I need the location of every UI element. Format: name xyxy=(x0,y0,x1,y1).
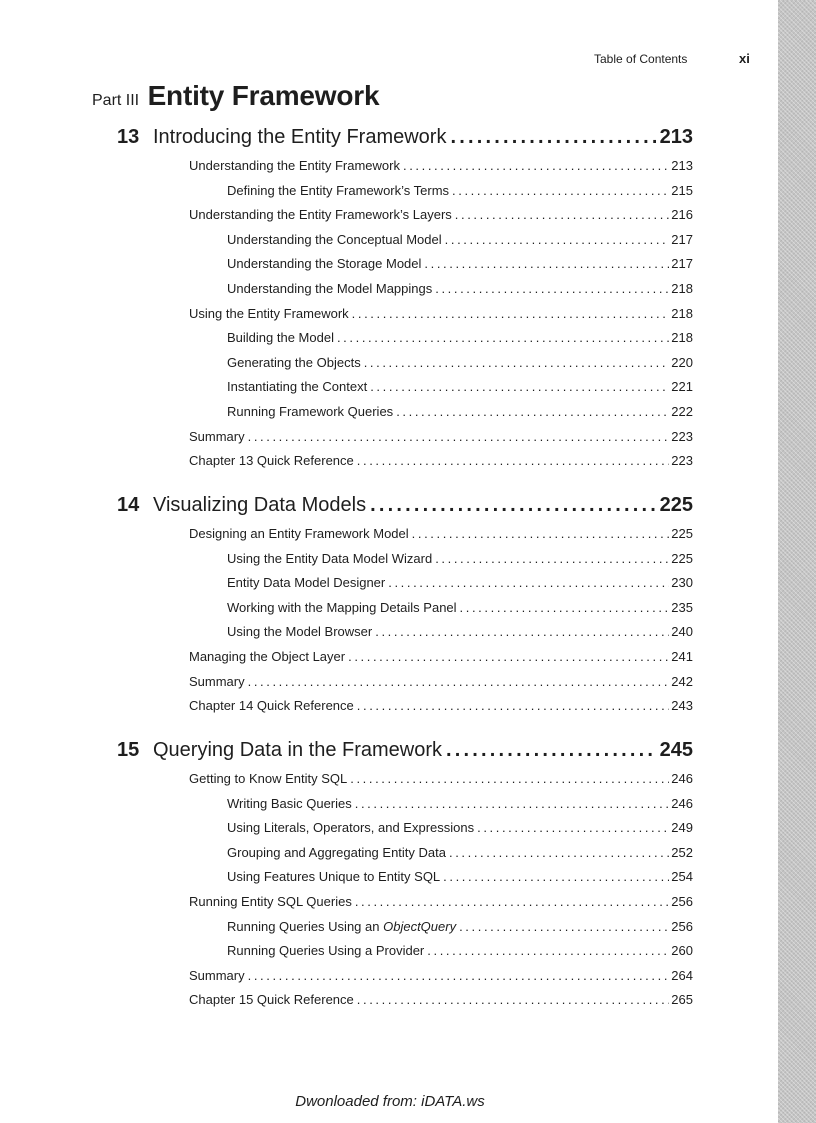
dot-leader xyxy=(443,869,669,884)
dot-leader xyxy=(396,404,669,419)
entry-page-number: 216 xyxy=(671,207,693,223)
dot-leader xyxy=(375,624,669,639)
dot-leader xyxy=(435,281,669,296)
entry-title: Summary xyxy=(189,967,245,983)
entry-page-number: 225 xyxy=(671,550,693,566)
dot-leader xyxy=(446,739,656,762)
dot-leader xyxy=(445,232,670,247)
running-head-page-number: xi xyxy=(739,51,750,66)
dot-leader xyxy=(357,992,670,1007)
chapter-title: Introducing the Entity Framework xyxy=(153,126,447,148)
dot-leader xyxy=(450,126,655,149)
entry-title: Grouping and Aggregating Entity Data xyxy=(227,844,446,860)
chapter-heading[interactable] xyxy=(117,494,693,520)
toc-entry[interactable] xyxy=(189,771,693,789)
toc-entry[interactable] xyxy=(189,698,693,716)
chapter-page-number: 225 xyxy=(659,494,693,516)
entry-title: Using the Model Browser xyxy=(227,624,373,640)
entry-page-number: 225 xyxy=(671,526,693,541)
dot-leader xyxy=(248,968,670,983)
entry-title: Generating the Objects xyxy=(227,354,361,370)
dot-leader xyxy=(452,183,669,198)
entry-title: Defining the Entity Framework’s Terms xyxy=(227,182,450,198)
toc-entry[interactable] xyxy=(227,379,693,397)
toc-entry[interactable] xyxy=(227,943,693,961)
entry-title: Working with the Mapping Details Panel xyxy=(227,599,457,615)
entry-page-number: 235 xyxy=(671,599,693,615)
entry-page-number: 265 xyxy=(671,992,693,1008)
toc-entry[interactable] xyxy=(189,526,693,544)
dot-leader xyxy=(427,943,669,958)
dot-leader xyxy=(364,355,670,370)
entry-page-number: 220 xyxy=(671,354,693,370)
entry-title: Running Queries Using an xyxy=(227,918,380,934)
dot-leader xyxy=(248,429,670,444)
toc-entry[interactable] xyxy=(227,355,693,373)
toc-entry[interactable] xyxy=(227,256,693,274)
entry-page-number: 223 xyxy=(671,453,693,469)
entry-title: Writing Basic Queries xyxy=(227,795,352,811)
toc-entry[interactable] xyxy=(227,575,693,593)
dot-leader xyxy=(477,820,669,835)
entry-title: Understanding the Conceptual Model xyxy=(227,231,442,247)
chapter-page-number: 213 xyxy=(659,126,693,148)
entry-page-number: 218 xyxy=(671,305,693,321)
part-label: Part III xyxy=(92,92,140,109)
dot-leader xyxy=(355,796,670,811)
toc-entry[interactable] xyxy=(227,600,693,618)
dot-leader xyxy=(449,845,669,860)
toc-entry[interactable] xyxy=(189,429,693,447)
chapter-number: 13 xyxy=(117,126,140,148)
part-heading xyxy=(92,80,379,116)
chapter-title: Querying Data in the Framework xyxy=(153,739,443,761)
dot-leader xyxy=(357,698,670,713)
toc-entry[interactable] xyxy=(189,306,693,324)
entry-title: Using Features Unique to Entity SQL xyxy=(227,869,441,885)
dot-leader xyxy=(355,894,669,909)
dot-leader xyxy=(248,674,670,689)
toc-entry[interactable] xyxy=(227,232,693,250)
chapter-title: Visualizing Data Models xyxy=(153,494,367,516)
toc-entry[interactable] xyxy=(189,207,693,225)
entry-page-number: 249 xyxy=(671,820,693,836)
entry-title: Understanding the Storage Model xyxy=(227,256,422,272)
dot-leader xyxy=(403,158,669,173)
entry-title: Chapter 13 Quick Reference xyxy=(189,453,354,469)
entry-page-number: 246 xyxy=(671,795,693,811)
dot-leader xyxy=(337,330,669,345)
toc-entry[interactable] xyxy=(227,404,693,422)
dot-leader xyxy=(459,919,669,934)
entry-page-number: 256 xyxy=(671,894,693,909)
entry-page-number: 254 xyxy=(671,869,693,885)
chapter-heading[interactable] xyxy=(117,126,693,152)
toc-entry[interactable] xyxy=(227,330,693,348)
toc-entry[interactable] xyxy=(227,869,693,887)
entry-page-number: 241 xyxy=(671,649,693,664)
dot-leader xyxy=(352,306,670,321)
running-head xyxy=(0,52,816,68)
entry-page-number: 218 xyxy=(671,330,693,346)
toc-entry[interactable] xyxy=(227,281,693,299)
dot-leader xyxy=(370,379,669,394)
entry-title-italic: ObjectQuery xyxy=(383,918,457,934)
part-title: Entity Framework xyxy=(147,80,380,111)
toc-entry[interactable] xyxy=(189,453,693,471)
entry-page-number: 215 xyxy=(671,182,693,198)
entry-title: Entity Data Model Designer xyxy=(227,575,386,591)
entry-page-number: 242 xyxy=(671,673,693,689)
entry-page-number: 221 xyxy=(671,379,693,395)
toc-entry[interactable] xyxy=(227,820,693,838)
entry-page-number: 240 xyxy=(671,624,693,640)
toc-entry[interactable] xyxy=(189,158,693,176)
toc-entry[interactable] xyxy=(189,894,693,912)
toc-entry[interactable] xyxy=(227,845,693,863)
toc-entry[interactable] xyxy=(189,968,693,986)
dot-leader xyxy=(370,494,656,517)
entry-title: Building the Model xyxy=(227,330,334,346)
entry-page-number: 264 xyxy=(671,967,693,983)
entry-page-number: 218 xyxy=(671,281,693,296)
toc-entry[interactable] xyxy=(189,649,693,667)
entry-page-number: 222 xyxy=(671,404,693,419)
entry-title: Understanding the Entity Framework xyxy=(189,158,400,173)
entry-page-number: 217 xyxy=(671,231,693,247)
entry-page-number: 217 xyxy=(671,256,693,272)
entry-title: Using the Entity Framework xyxy=(189,305,349,321)
download-footer: Dwonloaded from: iDATA.ws xyxy=(295,1093,485,1110)
entry-title: Understanding the Model Mappings xyxy=(227,281,433,296)
chapter-number: 15 xyxy=(117,739,140,761)
entry-page-number: 223 xyxy=(671,428,693,444)
dot-leader xyxy=(350,771,669,786)
dot-leader xyxy=(460,600,670,615)
entry-title: Running Queries Using a Provider xyxy=(227,943,425,959)
page-edge-bar xyxy=(778,0,816,1123)
entry-title: Using the Entity Data Model Wizard xyxy=(227,550,433,566)
dot-leader xyxy=(412,526,670,541)
entry-title: Getting to Know Entity SQL xyxy=(189,771,348,786)
toc-entry[interactable] xyxy=(227,796,693,814)
toc-entry[interactable] xyxy=(227,624,693,642)
entry-title: Summary xyxy=(189,428,245,444)
toc-entry[interactable] xyxy=(227,551,693,569)
running-head-title: Table of Contents xyxy=(594,52,688,66)
entry-page-number: 246 xyxy=(671,771,693,786)
entry-title: Using Literals, Operators, and Expressions xyxy=(227,820,475,836)
dot-leader xyxy=(424,256,669,271)
toc-entry[interactable] xyxy=(189,992,693,1010)
entry-title: Designing an Entity Framework Model xyxy=(189,526,409,541)
dot-leader xyxy=(435,551,669,566)
dot-leader xyxy=(357,453,670,468)
entry-page-number: 243 xyxy=(671,698,693,714)
entry-title: Running Entity SQL Queries xyxy=(189,894,352,909)
entry-title: Understanding the Entity Framework’s Layers xyxy=(189,207,452,223)
chapter-number: 14 xyxy=(117,494,140,516)
entry-title: Chapter 14 Quick Reference xyxy=(189,698,354,714)
toc-entry[interactable] xyxy=(227,183,693,201)
entry-page-number: 256 xyxy=(671,918,693,934)
entry-title: Managing the Object Layer xyxy=(189,649,346,664)
entry-title: Chapter 15 Quick Reference xyxy=(189,992,354,1008)
entry-title: Instantiating the Context xyxy=(227,379,368,395)
chapter-page-number: 245 xyxy=(659,739,693,761)
entry-title: Summary xyxy=(189,673,245,689)
dot-leader xyxy=(455,207,670,222)
chapter-heading[interactable] xyxy=(117,739,693,765)
entry-page-number: 230 xyxy=(671,575,693,591)
entry-title: Running Framework Queries xyxy=(227,404,394,419)
toc-entry[interactable] xyxy=(189,674,693,692)
entry-page-number: 213 xyxy=(671,158,693,173)
entry-page-number: 252 xyxy=(671,844,693,860)
entry-page-number: 260 xyxy=(671,943,693,959)
dot-leader xyxy=(348,649,669,664)
toc-entry[interactable] xyxy=(227,919,693,937)
dot-leader xyxy=(388,575,669,590)
